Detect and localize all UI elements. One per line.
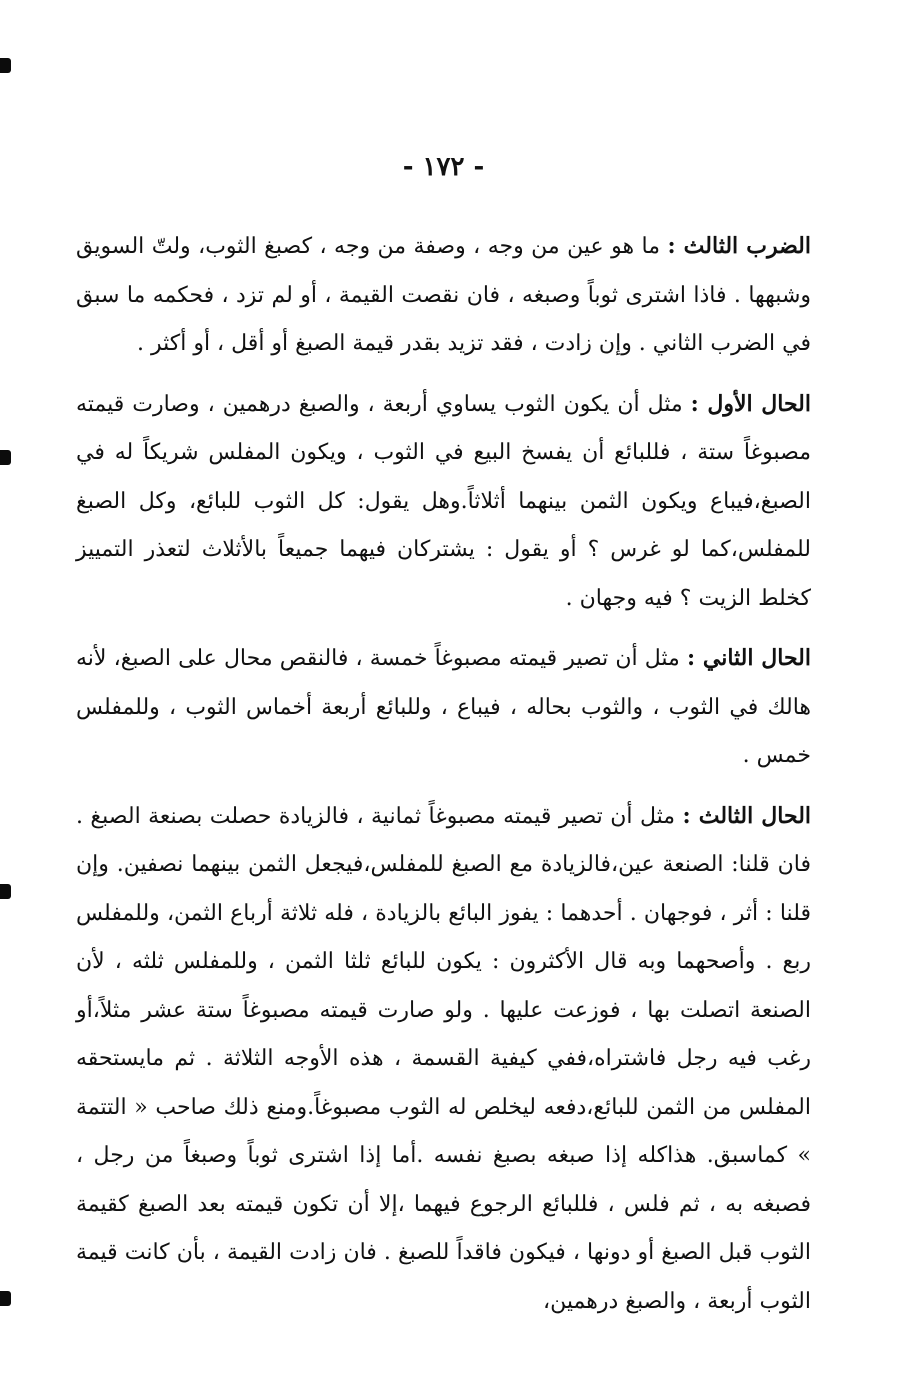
section-heading: الحال الأول :: [690, 390, 811, 417]
book-page: [76, 150, 811, 1337]
scan-edge-mark: [0, 884, 11, 899]
section-heading: الحال الثالث :: [682, 802, 812, 829]
paragraph-text: ما هو عين من وجه ، وصفة من وجه ، كصبغ الثوب، ولتّ السويق وشبهها . فاذا اشترى ثوباً وصبغه ، فان نقصت القيمة ، أو لم تزد ، فحكمه ما سبق في الضرب الثاني . وإن زادت ، فقد تزيد بقدر قيمة الصبغ أو أقل ، أو أكثر .: [76, 234, 811, 356]
paragraph-third-type: [76, 222, 811, 369]
paragraph-text: مثل أن تصير قيمته مصبوغاً خمسة ، فالنقص محال على الصبغ، لأنه هالك في الثوب ، والثوب بحاله ، فيباع ، وللبائع أربعة أخماس الثوب ، وللمفلس خمس .: [76, 646, 811, 768]
scan-edge-mark: [0, 58, 11, 73]
paragraph-text: مثل أن تصير قيمته مصبوغاً ثمانية ، فالزيادة حصلت بصنعة الصبغ . فان قلنا: الصنعة عين،فالزيادة مع الصبغ للمفلس،فيجعل الثمن بينهما نصفين. وإن قلنا : أثر ، فوجهان . أحدهما : يفوز البائع بالزيادة ، فله ثلاثة أرباع الثمن، وللمفلس ربع . وأصحهما وبه قال الأكثرون : يكون للبائع ثلثا الثمن ، وللمفلس ثلثه ، لأن الصنعة اتصلت بها ، فوزعت عليها . ولو صارت قيمته مصبوغاً ستة عشر مثلاً،أو رغب فيه رجل فاشتراه،ففي كيفية القسمة ، هذه الأوجه الثلاثة . ثم مايستحقه المفلس من الثمن للبائع،دفعه ليخلص له الثوب مصبوغاً.ومنع ذلك صاحب « التتمة » كماسبق. هذاكله إذا صبغه بصبغ نفسه .أما إذا اشترى ثوباً وصبغاً من رجل ، فصبغه به ، ثم فلس ، فللبائع الرجوع فيهما ،إلا أن تكون قيمته بعد الصبغ كقيمة الثوب قبل الصبغ أو دونها ، فيكون فاقداً للصبغ . فان زادت القيمة ، بأن كانت قيمة الثوب أربعة ، والصبغ درهمين،: [76, 803, 811, 1314]
scan-edge-mark: [0, 450, 11, 465]
paragraph-third-case: [76, 792, 811, 1327]
section-heading: الضرب الثالث :: [667, 233, 811, 259]
paragraph-second-case: [76, 634, 811, 781]
paragraph-text: مثل أن يكون الثوب يساوي أربعة ، والصبغ درهمين ، وصارت قيمته مصبوغاً ستة ، فللبائع أن يفسخ البيع في الثوب ، ويكون المفلس شريكاً له في الصبغ،فيباع ويكون الثمن بينهما أثلاثاً.وهل يقول: كل الثوب للبائع، وكل الصبغ للمفلس،كما لو غرس ؟ أو يقول : يشتركان فيهما جميعاً بالأثلاث لتعذر التمييز كخلط الزيت ؟ فيه وجهان .: [76, 391, 811, 611]
page-number: - ١٧٢ -: [402, 152, 485, 182]
scan-edge-mark: [0, 1291, 11, 1306]
paragraph-first-case: [76, 380, 811, 624]
section-heading: الحال الثاني :: [686, 645, 811, 671]
